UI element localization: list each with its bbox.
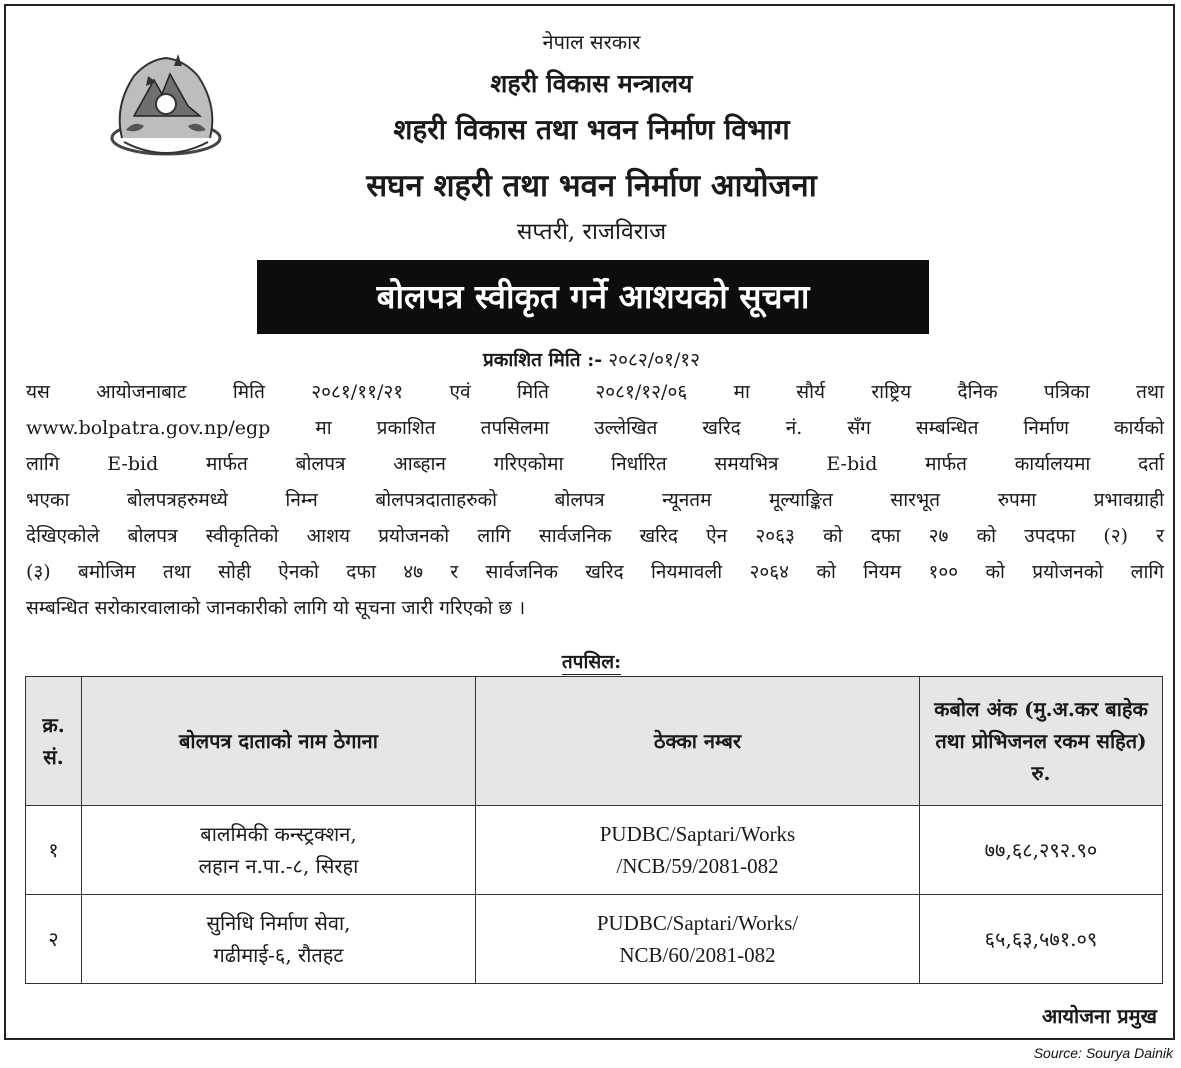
row-sn: १ (26, 806, 82, 895)
body-line: लागि E-bid मार्फत बोलपत्र आब्हान गरिएकोमा निर्धारित समयभित्र E-bid मार्फत कार्यालयमा दर्ता (26, 453, 1164, 475)
contract-number-line: PUDBC/Saptari/Works (599, 822, 796, 846)
published-date (6, 346, 1177, 372)
government-name: नेपाल सरकार (542, 30, 641, 54)
row-contract (476, 806, 920, 895)
bidder-name: बालमिकी कन्स्ट्रक्शन, (200, 822, 357, 846)
body-line: देखिएकोले बोलपत्र स्वीकृतिको आशय प्रयोजनको लागि सार्वजनिक खरिद ऐन २०६३ को दफा २७ को उपदफा (२) र (26, 525, 1164, 547)
published-date-label: प्रकाशित मिति :- (482, 349, 603, 371)
department-name: शहरी विकास तथा भवन निर्माण विभाग (393, 113, 790, 146)
bidder-address: गढीमाई-६, रौतहट (213, 943, 344, 967)
body-line: भएका बोलपत्रहरुमध्ये निम्न बोलपत्रदाताहरुको बोलपत्र न्यूनतम मूल्याङ्कित सारभूत रुपमा प्रभावग्राही (26, 489, 1164, 511)
header-amount: कबोल अंक (मु.अ.कर बाहेक तथा प्रोभिजनल रकम सहित) रु. (920, 677, 1163, 806)
row-amount: ६५,६३,५७१.०९ (920, 895, 1163, 984)
table-caption-text: तपसिल: (561, 651, 622, 673)
notice-frame (4, 4, 1175, 1040)
table-caption (6, 648, 1177, 674)
source-credit: Source: Sourya Dainik (1033, 1045, 1173, 1061)
signature-project-chief: आयोजना प्रमुख (1041, 1004, 1157, 1028)
header-sn: क्र. सं. (26, 677, 82, 806)
body-line: सम्बन्धित सरोकारवालाको जानकारीको लागि यो सूचना जारी गरिएको छ । (26, 597, 526, 619)
project-location: सप्तरी, राजविराज (516, 219, 667, 245)
header-contract: ठेक्का नम्बर (476, 677, 920, 806)
bidder-name: सुनिधि निर्माण सेवा, (206, 911, 351, 935)
header-bidder: बोलपत्र दाताको नाम ठेगाना (82, 677, 476, 806)
published-date-value: २०८२/०१/१२ (608, 349, 701, 371)
body-line: www.bolpatra.gov.np/egp मा प्रकाशित तपसिलमा उल्लेखित खरिद नं. सँग सम्बन्धित निर्माण कार्यको (26, 417, 1164, 439)
notice-title-banner: बोलपत्र स्वीकृत गर्ने आशयको सूचना (257, 260, 929, 334)
bids-table (25, 676, 1163, 984)
table-row (26, 895, 1163, 984)
notice-body (26, 374, 1164, 626)
row-bidder (82, 806, 476, 895)
table-row (26, 806, 1163, 895)
contract-number-line: /NCB/59/2081-082 (616, 854, 779, 878)
row-bidder (82, 895, 476, 984)
contract-number-line: PUDBC/Saptari/Works/ (596, 911, 799, 935)
row-amount: ७७,६८,२९२.९० (920, 806, 1163, 895)
row-sn: २ (26, 895, 82, 984)
row-contract (476, 895, 920, 984)
table-header-row (26, 677, 1163, 806)
contract-number-line: NCB/60/2081-082 (619, 943, 776, 967)
ministry-name: शहरी विकास मन्त्रालय (490, 69, 693, 98)
body-line: यस आयोजनाबाट मिति २०८१/११/२१ एवं मिति २०८१/१२/०६ मा सौर्य राष्ट्रिय दैनिक पत्रिका तथा (26, 381, 1164, 403)
body-line: (३) बमोजिम तथा सोही ऐनको दफा ४७ र सार्वजनिक खरिद नियमावली २०६४ को नियम १०० को प्रयोजनको लागि (26, 561, 1164, 583)
bidder-address: लहान न.पा.-८, सिरहा (198, 854, 359, 878)
project-name: सघन शहरी तथा भवन निर्माण आयोजना (366, 168, 817, 204)
